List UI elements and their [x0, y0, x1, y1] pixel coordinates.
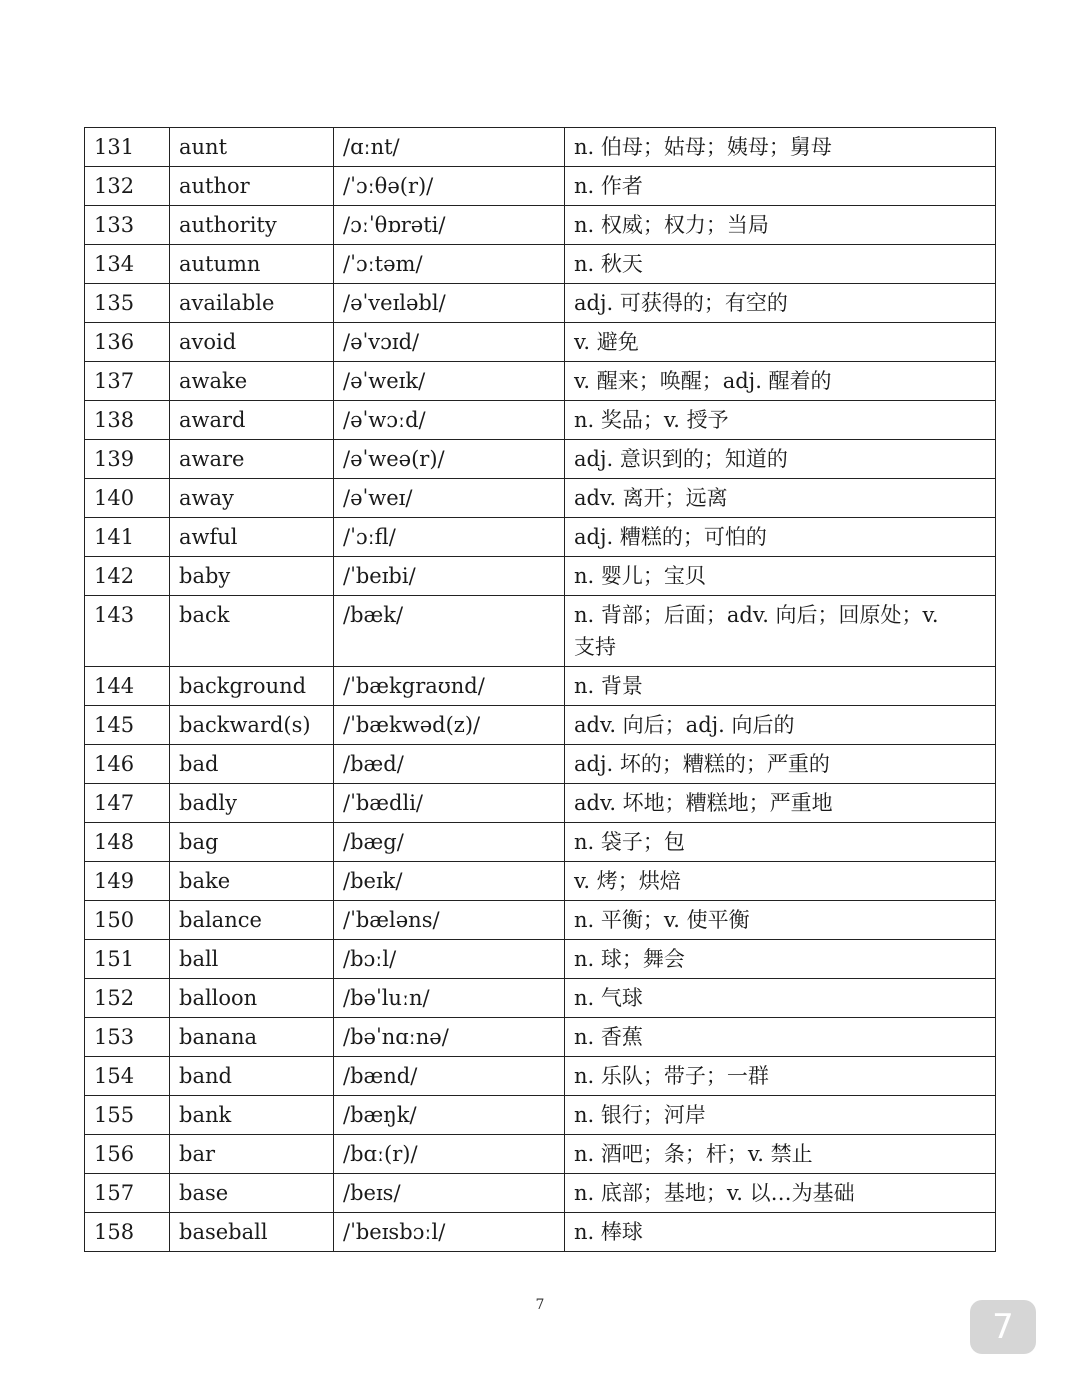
entry-definition: adv. 坏地；糟糕地；严重地 [565, 784, 996, 823]
entry-word: available [170, 284, 334, 323]
page-badge: 7 [970, 1300, 1036, 1354]
entry-definition: adj. 意识到的；知道的 [565, 440, 996, 479]
entry-word: badly [170, 784, 334, 823]
entry-word: bar [170, 1135, 334, 1174]
entry-number: 158 [85, 1213, 170, 1252]
entry-definition: n. 球；舞会 [565, 940, 996, 979]
entry-number: 140 [85, 479, 170, 518]
table-row [85, 362, 996, 401]
table-row [85, 706, 996, 745]
entry-number: 133 [85, 206, 170, 245]
entry-number: 143 [85, 596, 170, 667]
entry-word: balance [170, 901, 334, 940]
table-row [85, 745, 996, 784]
entry-definition: n. 秋天 [565, 245, 996, 284]
entry-phonetic: /bəˈluːn/ [334, 979, 565, 1018]
entry-word: balloon [170, 979, 334, 1018]
table-row [85, 245, 996, 284]
entry-word: baseball [170, 1213, 334, 1252]
table-row [85, 862, 996, 901]
entry-word: authority [170, 206, 334, 245]
entry-number: 139 [85, 440, 170, 479]
table-row [85, 557, 996, 596]
entry-number: 145 [85, 706, 170, 745]
entry-phonetic: /ˈbeɪbi/ [334, 557, 565, 596]
table-row [85, 901, 996, 940]
entry-definition: adj. 可获得的；有空的 [565, 284, 996, 323]
entry-word: author [170, 167, 334, 206]
table-row [85, 979, 996, 1018]
entry-word: bank [170, 1096, 334, 1135]
entry-phonetic: /əˈwɔːd/ [334, 401, 565, 440]
entry-number: 141 [85, 518, 170, 557]
entry-definition: n. 伯母；姑母；姨母；舅母 [565, 128, 996, 167]
entry-number: 146 [85, 745, 170, 784]
table-row [85, 667, 996, 706]
entry-word: back [170, 596, 334, 667]
entry-word: away [170, 479, 334, 518]
entry-number: 142 [85, 557, 170, 596]
entry-definition: adj. 糟糕的；可怕的 [565, 518, 996, 557]
table-row [85, 1213, 996, 1252]
entry-number: 151 [85, 940, 170, 979]
table-row [85, 206, 996, 245]
table-row [85, 1174, 996, 1213]
entry-definition: v. 避免 [565, 323, 996, 362]
entry-number: 155 [85, 1096, 170, 1135]
entry-number: 152 [85, 979, 170, 1018]
entry-number: 148 [85, 823, 170, 862]
entry-word: autumn [170, 245, 334, 284]
entry-phonetic: /bænd/ [334, 1057, 565, 1096]
table-row [85, 518, 996, 557]
entry-word: banana [170, 1018, 334, 1057]
entry-word: awake [170, 362, 334, 401]
entry-word: band [170, 1057, 334, 1096]
entry-definition: n. 权威；权力；当局 [565, 206, 996, 245]
entry-number: 149 [85, 862, 170, 901]
entry-word: bag [170, 823, 334, 862]
table-row [85, 823, 996, 862]
vocabulary-table [84, 127, 996, 1252]
entry-word: bad [170, 745, 334, 784]
entry-definition: n. 作者 [565, 167, 996, 206]
entry-phonetic: /ˈbækgraʊnd/ [334, 667, 565, 706]
entry-number: 132 [85, 167, 170, 206]
entry-definition: adv. 向后；adj. 向后的 [565, 706, 996, 745]
entry-definition: n. 酒吧；条；杆；v. 禁止 [565, 1135, 996, 1174]
entry-phonetic: /əˈweə(r)/ [334, 440, 565, 479]
entry-number: 156 [85, 1135, 170, 1174]
entry-phonetic: /ˈbædli/ [334, 784, 565, 823]
entry-phonetic: /beɪs/ [334, 1174, 565, 1213]
entry-phonetic: /ˈbeɪsbɔːl/ [334, 1213, 565, 1252]
entry-word: award [170, 401, 334, 440]
table-row [85, 1096, 996, 1135]
entry-number: 147 [85, 784, 170, 823]
entry-definition: adj. 坏的；糟糕的；严重的 [565, 745, 996, 784]
entry-phonetic: /bæg/ [334, 823, 565, 862]
entry-number: 138 [85, 401, 170, 440]
table-row [85, 1135, 996, 1174]
entry-phonetic: /bəˈnɑːnə/ [334, 1018, 565, 1057]
entry-definition: v. 醒来；唤醒；adj. 醒着的 [565, 362, 996, 401]
entry-number: 153 [85, 1018, 170, 1057]
table-row [85, 479, 996, 518]
entry-word: awful [170, 518, 334, 557]
entry-phonetic: /beɪk/ [334, 862, 565, 901]
entry-word: aware [170, 440, 334, 479]
entry-number: 144 [85, 667, 170, 706]
entry-definition: n. 奖品；v. 授予 [565, 401, 996, 440]
entry-word: backward(s) [170, 706, 334, 745]
entry-definition: n. 婴儿；宝贝 [565, 557, 996, 596]
table-row [85, 128, 996, 167]
entry-phonetic: /ˈbækwəd(z)/ [334, 706, 565, 745]
entry-phonetic: /ɔːˈθɒrəti/ [334, 206, 565, 245]
entry-phonetic: /əˈweɪ/ [334, 479, 565, 518]
entry-phonetic: /bɑː(r)/ [334, 1135, 565, 1174]
page-number: 7 [535, 1297, 545, 1313]
table-row [85, 284, 996, 323]
entry-word: background [170, 667, 334, 706]
entry-phonetic: /ˈbæləns/ [334, 901, 565, 940]
entry-number: 150 [85, 901, 170, 940]
entry-definition: n. 底部；基地；v. 以…为基础 [565, 1174, 996, 1213]
entry-definition: n. 香蕉 [565, 1018, 996, 1057]
entry-phonetic: /ˈɔːtəm/ [334, 245, 565, 284]
entry-definition: n. 乐队；带子；一群 [565, 1057, 996, 1096]
vocabulary-table-body [85, 128, 996, 1252]
entry-definition: n. 棒球 [565, 1213, 996, 1252]
entry-number: 135 [85, 284, 170, 323]
entry-number: 154 [85, 1057, 170, 1096]
entry-phonetic: /bæk/ [334, 596, 565, 667]
entry-definition: n. 背景 [565, 667, 996, 706]
entry-word: ball [170, 940, 334, 979]
entry-definition: n. 平衡；v. 使平衡 [565, 901, 996, 940]
table-row [85, 940, 996, 979]
table-row [85, 784, 996, 823]
entry-word: aunt [170, 128, 334, 167]
entry-word: baby [170, 557, 334, 596]
entry-phonetic: /əˈvɔɪd/ [334, 323, 565, 362]
entry-number: 134 [85, 245, 170, 284]
entry-word: bake [170, 862, 334, 901]
entry-phonetic: /bæŋk/ [334, 1096, 565, 1135]
entry-number: 131 [85, 128, 170, 167]
entry-definition: adv. 离开；远离 [565, 479, 996, 518]
table-row [85, 1057, 996, 1096]
table-row [85, 401, 996, 440]
entry-phonetic: /bæd/ [334, 745, 565, 784]
entry-definition: v. 烤；烘焙 [565, 862, 996, 901]
table-row [85, 596, 996, 667]
entry-phonetic: /ˈɔːfl/ [334, 518, 565, 557]
table-row [85, 167, 996, 206]
table-row [85, 440, 996, 479]
entry-number: 157 [85, 1174, 170, 1213]
entry-phonetic: /bɔːl/ [334, 940, 565, 979]
entry-phonetic: /ɑːnt/ [334, 128, 565, 167]
entry-phonetic: /əˈveɪləbl/ [334, 284, 565, 323]
entry-definition: n. 背部；后面；adv. 向后；回原处；v. 支持 [565, 596, 996, 667]
entry-word: avoid [170, 323, 334, 362]
table-row [85, 1018, 996, 1057]
entry-word: base [170, 1174, 334, 1213]
table-row [85, 323, 996, 362]
entry-number: 137 [85, 362, 170, 401]
entry-phonetic: /ˈɔːθə(r)/ [334, 167, 565, 206]
entry-definition: n. 银行；河岸 [565, 1096, 996, 1135]
entry-phonetic: /əˈweɪk/ [334, 362, 565, 401]
entry-definition: n. 气球 [565, 979, 996, 1018]
entry-number: 136 [85, 323, 170, 362]
entry-definition: n. 袋子；包 [565, 823, 996, 862]
